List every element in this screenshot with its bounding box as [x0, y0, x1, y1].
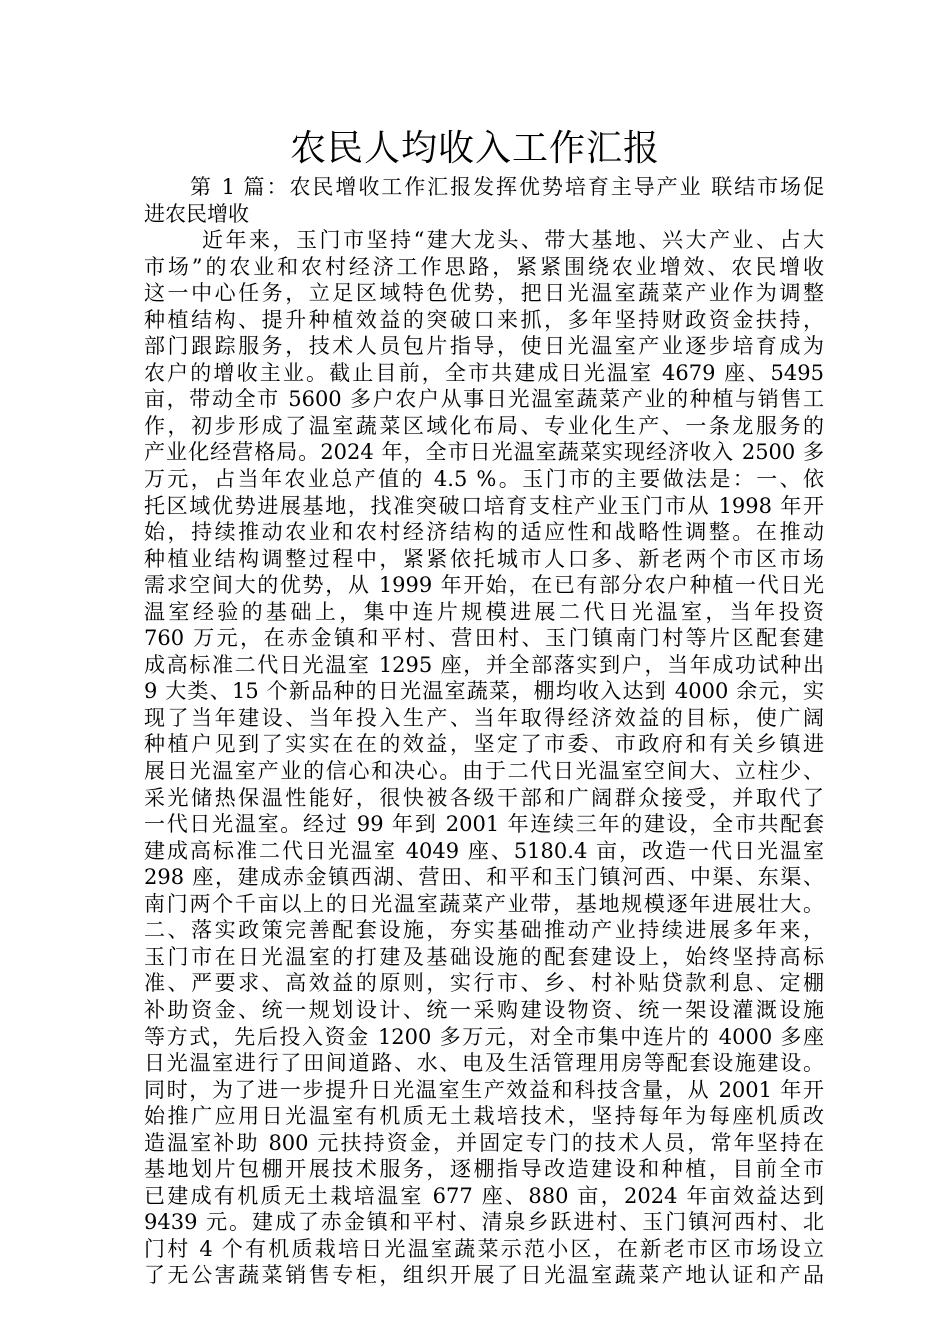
text-line: 市场”的农业和农村经济工作思路，紧紧围绕农业增效、农民增收: [144, 254, 824, 279]
text-line: 采光储热保温性能好，很快被各级干部和广阔群众接受，并取代了: [144, 785, 824, 810]
text-line: 托区域优势进展基地，找准突破口培育支柱产业玉门市从 1998 年开: [144, 493, 824, 518]
text-line: 了无公害蔬菜销售专柜，组织开展了日光温室蔬菜产地认证和产品: [144, 1263, 824, 1288]
text-line: 一代日光温室。经过 99 年到 2001 年连续三年的建设，全市共配套: [144, 812, 824, 837]
text-line: 万元，占当年农业总产值的 4.5 %。玉门市的主要做法是：一、依: [144, 467, 824, 492]
text-line: 现了当年建设、当年投入生产、当年取得经济效益的目标，使广阔: [144, 705, 824, 730]
text-line: 等方式，先后投入资金 1200 多万元，对全市集中连片的 4000 多座: [144, 1024, 824, 1049]
text-line: 南门两个千亩以上的日光温室蔬菜产业带，基地规模逐年进展壮大。: [144, 891, 824, 916]
text-line: 门村 4 个有机质栽培日光温室蔬菜示范小区，在新老市区市场设立: [144, 1236, 824, 1261]
text-line: 始推广应用日光温室有机质无土栽培技术，坚持每年为每座机质改: [144, 1104, 824, 1129]
text-line: 第 1 篇：农民增收工作汇报发挥优势培育主导产业 联结市场促: [190, 175, 824, 199]
text-line: 种植户见到了实实在在的效益，坚定了市委、市政府和有关乡镇进: [144, 732, 824, 757]
text-line: 亩，带动全市 5600 多户农户从事日光温室蔬菜产业的种植与销售工: [144, 387, 824, 412]
text-line: 成高标准二代日光温室 1295 座，并全部落实到户，当年成功试种出: [144, 652, 824, 677]
text-line: 补助资金、统一规划设计、统一采购建设物资、统一架设灌溉设施: [144, 997, 824, 1022]
document-body: [144, 174, 824, 1289]
text-line: 建成高标准二代日光温室 4049 座、5180.4 亩，改造一代日光温室: [144, 838, 824, 863]
text-line: 玉门市在日光温室的打建及基础设施的配套建设上，始终坚持高标: [144, 944, 824, 969]
text-line: 造温室补助 800 元扶持资金，并固定专门的技术人员，常年坚持在: [144, 1130, 824, 1155]
text-line: 同时，为了进一步提升日光温室生产效益和科技含量，从 2001 年开: [144, 1077, 824, 1102]
text-line: 760 万元，在赤金镇和平村、营田村、玉门镇南门村等片区配套建: [144, 626, 824, 651]
document-title: 农民人均收入工作汇报: [289, 128, 660, 169]
text-line: 已建成有机质无土栽培温室 677 座、880 亩，2024 年亩效益达到: [144, 1183, 824, 1208]
text-line: 9 大类、15 个新品种的日光温室蔬菜，棚均收入达到 4000 余元，实: [144, 679, 824, 704]
text-line: 部门跟踪服务，技术人员包片指导，使日光温室产业逐步培育成为: [144, 334, 824, 359]
text-line: 进农民增收: [144, 201, 249, 226]
text-line: 温室经验的基础上，集中连片规模进展二代日光温室，当年投资: [144, 599, 824, 624]
text-line: 二、落实政策完善配套设施，夯实基础推动产业持续进展多年来，: [144, 918, 824, 943]
text-line: 展日光温室产业的信心和决心。由于二代日光温室空间大、立柱少、: [144, 759, 824, 784]
text-line: 基地划片包棚开展技术服务，逐棚指导改造建设和种植，目前全市: [144, 1157, 824, 1182]
text-line: 种植业结构调整过程中，紧紧依托城市人口多、新老两个市区市场: [144, 546, 824, 571]
text-line: 始，持续推动农业和农村经济结构的适应性和战略性调整。在推动: [144, 520, 824, 545]
text-line: 种植结构、提升种植效益的突破口来抓，多年坚持财政资金扶持，: [144, 307, 824, 332]
text-line: 准、严要求、高效益的原则，实行市、乡、村补贴贷款利息、定棚: [144, 971, 824, 996]
text-line: 这一中心任务，立足区域特色优势，把日光温室蔬菜产业作为调整: [144, 281, 824, 306]
text-line: 需求空间大的优势，从 1999 年开始，在已有部分农户种植一代日光: [144, 573, 824, 598]
text-line: 农户的增收主业。截止目前，全市共建成日光温室 4679 座、5495: [144, 360, 824, 385]
text-line: 作，初步形成了温室蔬菜区域化布局、专业化生产、一条龙服务的: [144, 413, 824, 438]
text-line: 9439 元。建成了赤金镇和平村、清泉乡跃进村、玉门镇河西村、北: [144, 1210, 824, 1235]
text-line: 近年来，玉门市坚持“建大龙头、带大基地、兴大产业、占大: [202, 228, 824, 253]
text-line: 298 座，建成赤金镇西湖、营田、和平和玉门镇河西、中渠、东渠、: [144, 865, 824, 890]
text-line: 产业化经营格局。2024 年，全市日光温室蔬菜实现经济收入 2500 多: [144, 440, 824, 465]
text-line: 日光温室进行了田间道路、水、电及生活管理用房等配套设施建设。: [144, 1051, 824, 1076]
